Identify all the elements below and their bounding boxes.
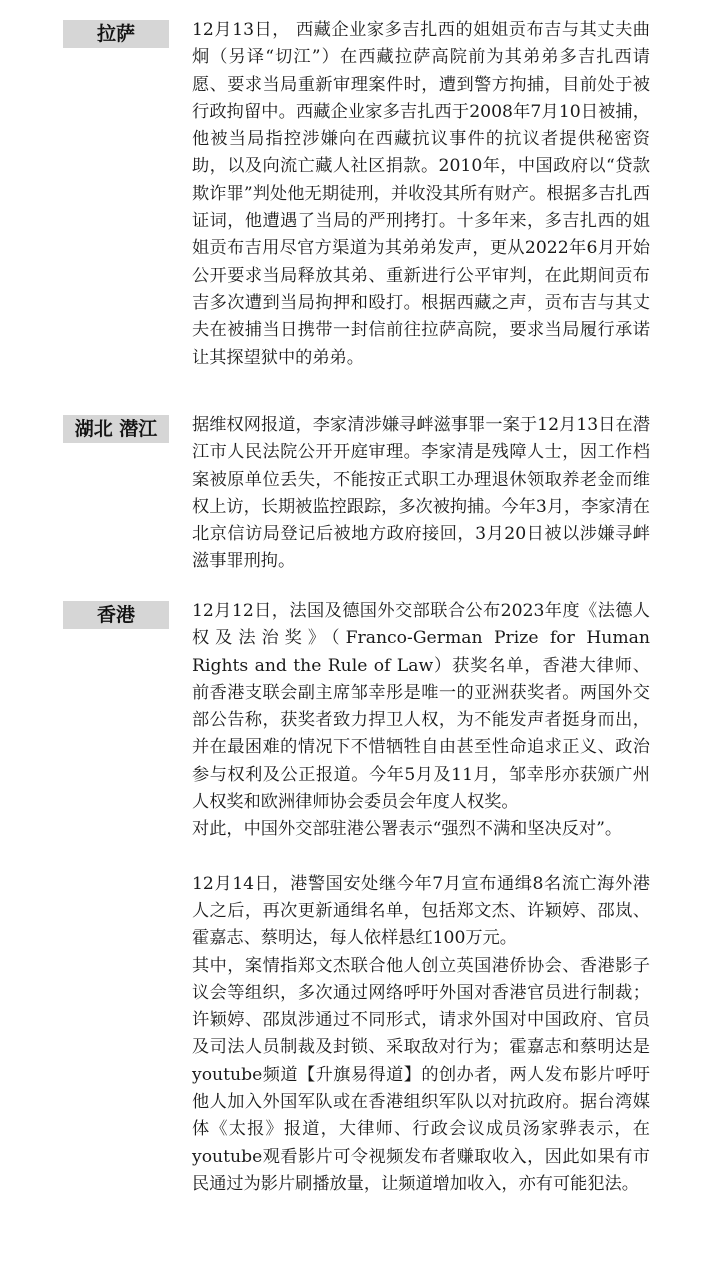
entry-body [192,17,650,372]
entry-body [192,412,650,576]
paragraph: 12月12日，法国及德国外交部联合公布2023年度《法德人权及法治奖》（Franco-German Prize for Human Rights and the Rule of Law）获奖名单，香港大律师、前香港支联会副主席邹幸彤是唯一的亚洲获奖者。两国外交部公告称，获奖者致力捍卫人权，为不能发声者挺身而出，并在最困难的情况下不惜牺牲自由甚至性命追求正义、政治参与权利及公正报道。今年5月及11月，邹幸彤亦获颁广州人权奖和欧洲律师协会委员会年度人权奖。 [192,601,650,813]
paragraph: 12月14日，港警国安处继今年7月宣布通缉8名流亡海外港人之后，再次更新通缉名单，包括郑文杰、许颖婷、邵岚、霍嘉志、蔡明达，每人依样悬红100万元。 [192,873,650,949]
paragraph: 对此，中国外交部驻港公署表示“强烈不满和坚决反对”。 [192,819,623,840]
paragraph: 据维权网报道，李家清涉嫌寻衅滋事罪一案于12月13日在潜江市人民法院公开开庭审理。李家清是残障人士，因工作档案被原单位丢失，不能按正式职工办理退休领取养老金而维权上访，长期被监控跟踪，多次被拘捕。今年3月，李家清在北京信访局登记后被地方政府接回，3月20日被以涉嫌寻衅滋事罪刑拘。 [192,415,650,572]
location-tag: 香港 [63,601,169,629]
paragraph-spacer [192,844,650,871]
location-tag: 湖北 潜江 [63,415,169,443]
entry-body [192,598,650,1198]
location-tag: 拉萨 [63,20,169,48]
paragraph: 12月13日， 西藏企业家多吉扎西的姐姐贡布吉与其丈夫曲炯（另译“切江”）在西藏拉萨高院前为其弟弟多吉扎西请愿、要求当局重新审理案件时，遭到警方拘捕，目前处于被行政拘留中。西藏企业家多吉扎西于2008年7月10日被捕，他被当局指控涉嫌向在西藏抗议事件的抗议者提供秘密资助，以及向流亡藏人社区捐款。2010年，中国政府以“贷款欺诈罪”判处他无期徒刑，并收没其所有财产。根据多吉扎西证词，他遭遇了当局的严刑拷打。十多年来，多吉扎西的姐姐贡布吉用尽官方渠道为其弟弟发声，更从2022年6月开始公开要求当局释放其弟、重新进行公平审判，在此期间贡布吉多次遭到当局拘押和殴打。根据西藏之声，贡布吉与其丈夫在被捕当日携带一封信前往拉萨高院，要求当局履行承诺让其探望狱中的弟弟。 [192,20,650,368]
paragraph: 其中，案情指郑文杰联合他人创立英国港侨协会、香港影子议会等组织，多次通过网络呼吁外国对香港官员进行制裁；许颖婷、邵岚涉通过不同形式，请求外国对中国政府、官员及司法人员制裁及封锁、采取敌对行为；霍嘉志和蔡明达是youtube频道【升旗易得道】的创办者，两人发布影片呼吁他人加入外国军队或在香港组织军队以对抗政府。据台湾媒体《太报》报道，大律师、行政会议成员汤家骅表示，在youtube观看影片可令视频发布者赚取收入，因此如果有市民通过为影片刷播放量，让频道增加收入，亦有可能犯法。 [192,955,650,1194]
